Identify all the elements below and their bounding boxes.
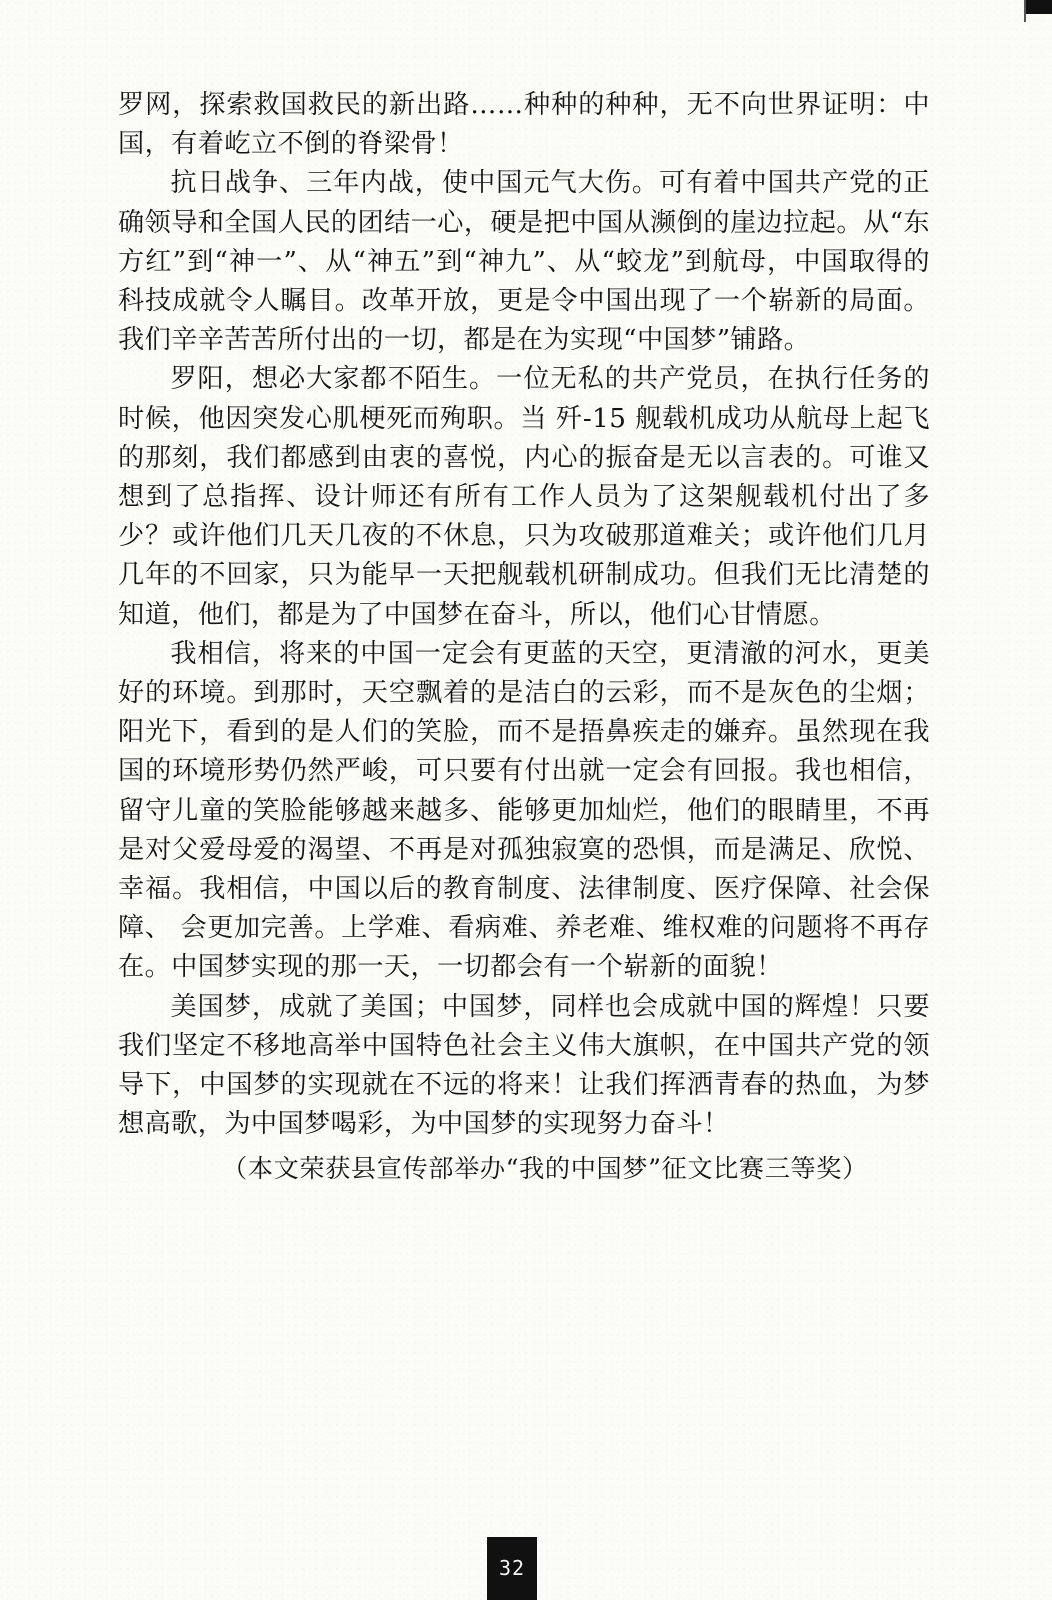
- paragraph-history: 抗日战争、三年内战，使中国元气大伤。可有着中国共产党的正确领导和全国人民的团结一心，硬是把中国从濒倒的崖边拉起。从“东方红”到“神一”、从“神五”到“神九”、从“蛟龙”到航母，中国取得的科技成就令人瞩目。改革开放，更是令中国出现了一个崭新的局面。我们辛辛苦苦所付出的一切，都是在为实现“中国梦”铺路。: [118, 168, 930, 356]
- paragraph-continuation: 罗网，探索救国救民的新出路……种种的种种，无不向世界证明：中国，有着屹立不倒的脊梁骨！: [118, 90, 930, 160]
- scan-edge-line: [1024, 0, 1026, 22]
- paragraph-conclusion: 美国梦，成就了美国；中国梦，同样也会成就中国的辉煌！只要我们坚定不移地高举中国特色社会主义伟大旗帜，在中国共产党的领导下，中国梦的实现就在不远的将来！让我们挥洒青春的热血，为梦想高歌，为中国梦喝彩，为中国梦的实现努力奋斗！: [118, 991, 930, 1140]
- article-body: [118, 86, 930, 1188]
- scan-edge-mark: [1024, 0, 1052, 14]
- paragraph-future: 我相信，将来的中国一定会有更蓝的天空，更清澈的河水，更美好的环境。到那时，天空飘着的是洁白的云彩，而不是灰色的尘烟；阳光下，看到的是人们的笑脸，而不是捂鼻疾走的嫌弃。虽然现在我国的环境形势仍然严峻，可只要有付出就一定会有回报。我也相信，留守儿童的笑脸能够越来越多、能够更加灿烂，他们的眼睛里，不再是对父爱母爱的渴望、不再是对孤独寂寞的恐惧，而是满足、欣悦、幸福。我相信，中国以后的教育制度、法律制度、医疗保障、社会保障、 会更加完善。上学难、看病难、养老难、维权难的问题将不再存在。中国梦实现的那一天，一切都会有一个崭新的面貌！: [118, 638, 930, 983]
- paragraph-luoyang: 罗阳，想必大家都不陌生。一位无私的共产党员，在执行任务的时候，他因突发心肌梗死而殉职。当 歼-15 舰载机成功从航母上起飞的那刻，我们都感到由衷的喜悦，内心的振奋是无以言表的。可谁又想到了总指挥、设计师还有所有工作人员为了这架舰载机付出了多少？或许他们几天几夜的不休息，只为攻破那道难关；或许他们几月几年的不回家，只为能早一天把舰载机研制成功。但我们无比清楚的知道，他们，都是为了中国梦在奋斗，所以，他们心甘情愿。: [118, 364, 930, 630]
- award-note: （本文荣获县宣传部举办“我的中国梦”征文比赛三等奖）: [222, 1154, 868, 1184]
- page-number: 32: [487, 1537, 537, 1600]
